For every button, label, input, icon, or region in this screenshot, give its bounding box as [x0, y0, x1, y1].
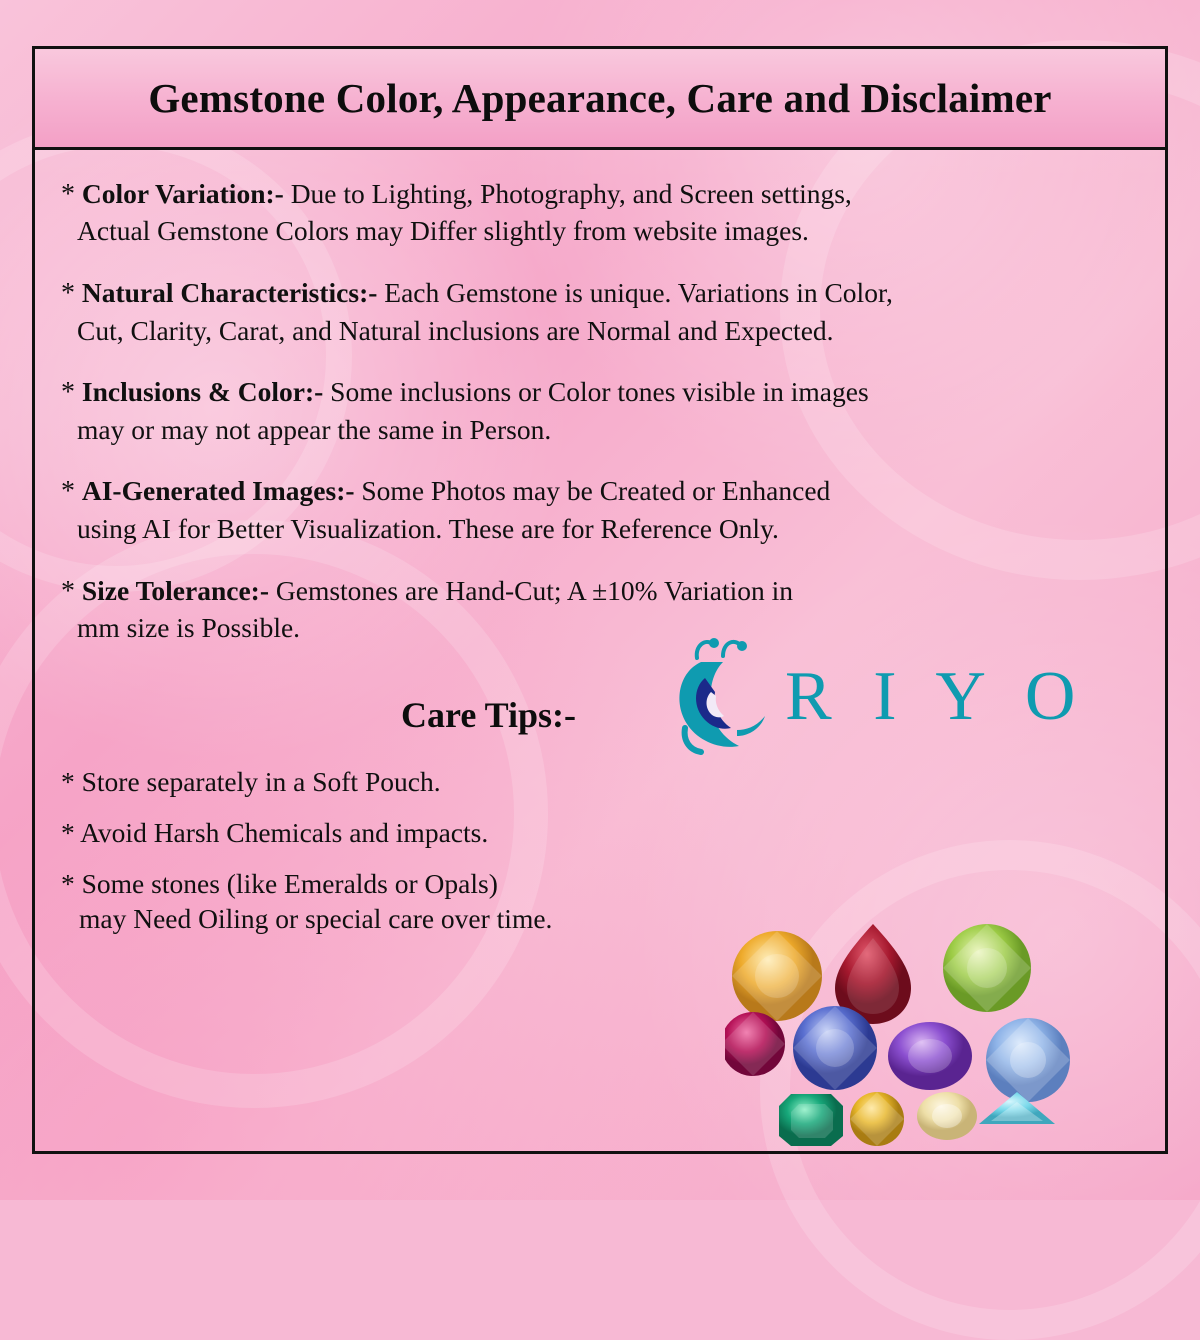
title-bar	[35, 49, 1165, 150]
clause-line-2: using AI for Better Visualization. These are for Reference Only.	[77, 512, 779, 544]
care-tip-oiling	[61, 866, 761, 936]
gem-peridot-round	[943, 924, 1031, 1012]
care-tip-chemicals	[61, 815, 761, 850]
bullet-star: *	[61, 765, 75, 797]
bullet-star: *	[61, 868, 75, 900]
clause-line-1: Some Photos may be Created or Enhanced	[354, 475, 831, 507]
bullet-star: *	[61, 278, 75, 310]
clause-color-variation	[61, 176, 1139, 249]
clause-line-1: Gemstones are Hand-Cut; A ±10% Variation in	[269, 574, 794, 606]
clause-line-2: may or may not appear the same in Person.	[77, 413, 552, 445]
care-tip-store	[61, 764, 761, 799]
clause-line-2: Actual Gemstone Colors may Differ slightly from website images.	[77, 215, 809, 247]
care-tip-line-2: may Need Oiling or special care over time.	[79, 903, 553, 935]
clause-heading: Natural Characteristics:-	[81, 277, 378, 309]
care-tip-line-1: Some stones (like Emeralds or Opals)	[81, 868, 498, 900]
riyo-logo	[661, 632, 1087, 762]
bullet-star: *	[61, 816, 75, 848]
gem-sapphire-round	[793, 1006, 877, 1090]
gem-citrine-round	[732, 931, 822, 1021]
care-tip-line-1: Avoid Harsh Chemicals and impacts.	[80, 816, 489, 848]
care-tip-line-1: Store separately in a Soft Pouch.	[81, 765, 441, 797]
clause-line-1: Some inclusions or Color tones visible in images	[323, 376, 869, 408]
bullet-star: *	[61, 476, 75, 508]
clause-line-1: Due to Lighting, Photography, and Screen settings,	[283, 178, 852, 209]
peacock-icon	[661, 632, 781, 762]
gem-rhodolite-round	[725, 1012, 785, 1076]
bullet-star: *	[61, 377, 75, 409]
clause-heading: AI-Generated Images:-	[81, 475, 355, 507]
clause-heading: Inclusions & Color:-	[81, 376, 324, 408]
gem-amethyst-oval	[888, 1022, 972, 1090]
gem-yellow-topaz-round	[850, 1092, 904, 1146]
disclaimer-card	[32, 46, 1168, 1154]
clause-inclusions-color	[61, 374, 1139, 447]
clause-line-2: Cut, Clarity, Carat, and Natural inclusions are Normal and Expected.	[77, 314, 834, 346]
gem-champagne-oval	[917, 1092, 977, 1140]
clause-line-2: mm size is Possible.	[77, 611, 301, 643]
gem-aquamarine-round	[986, 1018, 1070, 1102]
clause-natural-characteristics	[61, 275, 1139, 348]
clause-line-1: Each Gemstone is unique. Variations in Color,	[377, 277, 893, 309]
card-body	[35, 150, 1165, 1154]
gem-emerald-emeraldcut	[779, 1094, 843, 1146]
care-tips-header-row	[61, 657, 1139, 758]
clause-ai-generated-images	[61, 473, 1139, 546]
brand-name: R I Y O	[785, 657, 1088, 735]
bullet-star: *	[61, 575, 75, 607]
clause-heading: Size Tolerance:-	[81, 574, 269, 606]
care-tips-title: Care Tips:-	[401, 694, 577, 735]
gemstone-cluster	[725, 916, 1155, 1146]
bullet-star: *	[61, 179, 75, 210]
page-title: Gemstone Color, Appearance, Care and Disclaimer	[148, 75, 1052, 121]
clause-heading: Color Variation:-	[81, 178, 284, 209]
